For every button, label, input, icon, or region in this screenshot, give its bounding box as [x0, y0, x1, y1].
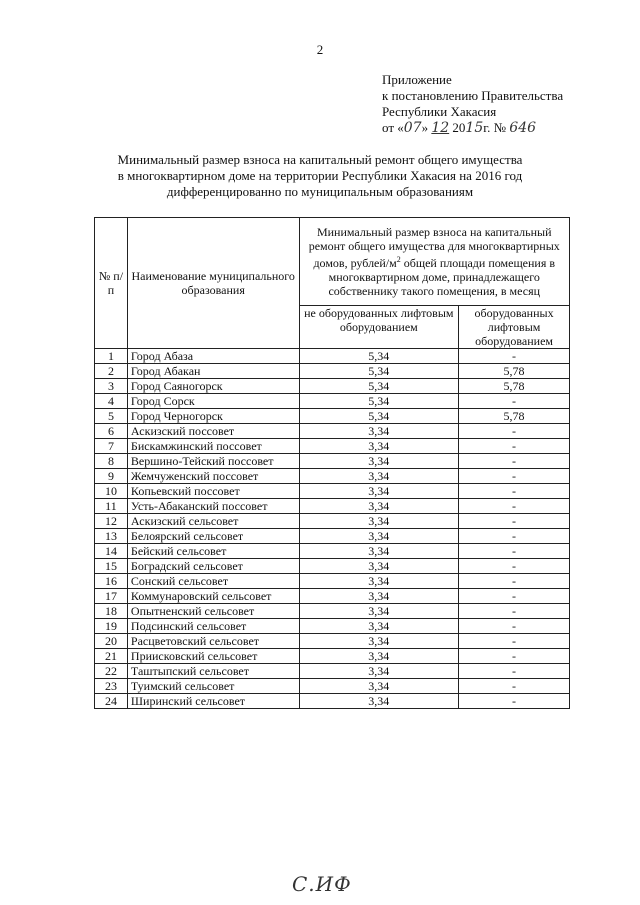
- row-name: Город Абаза: [127, 349, 299, 364]
- table-row: [95, 679, 570, 694]
- table-row: [95, 604, 570, 619]
- row-fee-with-lift: -: [459, 574, 570, 589]
- table-row: [95, 424, 570, 439]
- header-fee-part1: Минимальный размер взноса на капитальный ремонт общего имущества для многоквартирных домов, рублей/м: [308, 225, 560, 270]
- row-fee-with-lift: -: [459, 559, 570, 574]
- row-number: 9: [95, 469, 128, 484]
- table-row: [95, 454, 570, 469]
- table-row: [95, 529, 570, 544]
- row-number: 21: [95, 649, 128, 664]
- row-fee-without-lift: 5,34: [299, 409, 459, 424]
- row-number: 24: [95, 694, 128, 709]
- header-number: № п/п: [95, 218, 128, 349]
- row-name: Расцветовский сельсовет: [127, 634, 299, 649]
- document-title: [100, 152, 540, 200]
- row-name: Боградский сельсовет: [127, 559, 299, 574]
- row-name: Таштыпский сельсовет: [127, 664, 299, 679]
- row-fee-without-lift: 3,34: [299, 469, 459, 484]
- header-fee-sup: 2: [396, 255, 401, 264]
- table-row: [95, 664, 570, 679]
- row-number: 20: [95, 634, 128, 649]
- table-row: [95, 364, 570, 379]
- row-name: Сонский сельсовет: [127, 574, 299, 589]
- row-fee-with-lift: -: [459, 424, 570, 439]
- header-name: Наименование муниципального образования: [127, 218, 299, 349]
- row-name: Туимский сельсовет: [127, 679, 299, 694]
- row-fee-without-lift: 3,34: [299, 484, 459, 499]
- row-fee-without-lift: 3,34: [299, 574, 459, 589]
- title-line-3: дифференцированно по муниципальным образованиям: [166, 184, 474, 199]
- row-fee-with-lift: -: [459, 679, 570, 694]
- row-fee-with-lift: -: [459, 634, 570, 649]
- table-row: [95, 619, 570, 634]
- row-number: 6: [95, 424, 128, 439]
- table-row: [95, 499, 570, 514]
- row-fee-with-lift: -: [459, 544, 570, 559]
- table-row: [95, 574, 570, 589]
- row-number: 12: [95, 514, 128, 529]
- row-fee-without-lift: 3,34: [299, 619, 459, 634]
- row-name: Коммунаровский сельсовет: [127, 589, 299, 604]
- row-name: Подсинский сельсовет: [127, 619, 299, 634]
- row-name: Город Черногорск: [127, 409, 299, 424]
- row-fee-with-lift: -: [459, 604, 570, 619]
- table-row: [95, 514, 570, 529]
- row-name: Опытненский сельсовет: [127, 604, 299, 619]
- row-fee-without-lift: 5,34: [299, 394, 459, 409]
- date-year-tail: г.: [483, 120, 491, 135]
- row-name: Жемчуженский поссовет: [127, 469, 299, 484]
- row-number: 10: [95, 484, 128, 499]
- appendix-line-2: к постановлению Правительства: [382, 88, 564, 103]
- table-row: [95, 544, 570, 559]
- row-fee-without-lift: 3,34: [299, 544, 459, 559]
- row-number: 3: [95, 379, 128, 394]
- row-fee-without-lift: 3,34: [299, 589, 459, 604]
- row-name: Бискамжинский поссовет: [127, 439, 299, 454]
- row-number: 2: [95, 364, 128, 379]
- row-fee-with-lift: -: [459, 529, 570, 544]
- row-fee-with-lift: -: [459, 349, 570, 364]
- row-number: 13: [95, 529, 128, 544]
- appendix-block: [382, 72, 563, 136]
- row-fee-with-lift: -: [459, 514, 570, 529]
- appendix-line-3: Республики Хакасия: [382, 104, 497, 119]
- signature: С.ИФ: [292, 872, 352, 896]
- document-number: 646: [509, 120, 537, 136]
- date-prefix: от «: [382, 120, 404, 135]
- table-row: [95, 589, 570, 604]
- row-fee-with-lift: -: [459, 694, 570, 709]
- row-number: 5: [95, 409, 128, 424]
- table-row: [95, 349, 570, 364]
- number-label: №: [493, 120, 507, 135]
- table-row: [95, 409, 570, 424]
- row-fee-with-lift: -: [459, 439, 570, 454]
- header-fee: [299, 218, 570, 306]
- row-fee-without-lift: 3,34: [299, 559, 459, 574]
- row-number: 22: [95, 664, 128, 679]
- row-fee-without-lift: 3,34: [299, 664, 459, 679]
- date-year-suffix: 15: [465, 120, 484, 136]
- row-name: Вершино-Тейский поссовет: [127, 454, 299, 469]
- table-row: [95, 634, 570, 649]
- row-fee-with-lift: -: [459, 484, 570, 499]
- row-name: Бейский сельсовет: [127, 544, 299, 559]
- row-name: Приисковский сельсовет: [127, 649, 299, 664]
- row-fee-without-lift: 3,34: [299, 514, 459, 529]
- fees-table: [94, 217, 570, 709]
- row-fee-without-lift: 3,34: [299, 439, 459, 454]
- row-number: 7: [95, 439, 128, 454]
- row-name: Аскизский поссовет: [127, 424, 299, 439]
- table-row: [95, 379, 570, 394]
- row-fee-without-lift: 3,34: [299, 454, 459, 469]
- row-number: 4: [95, 394, 128, 409]
- header-with-lift: оборудованных лифтовым оборудованием: [459, 306, 570, 349]
- row-fee-without-lift: 3,34: [299, 634, 459, 649]
- row-number: 18: [95, 604, 128, 619]
- row-fee-with-lift: -: [459, 619, 570, 634]
- row-number: 1: [95, 349, 128, 364]
- row-fee-without-lift: 3,34: [299, 604, 459, 619]
- date-mid: »: [421, 120, 429, 135]
- row-fee-with-lift: -: [459, 454, 570, 469]
- table-row: [95, 484, 570, 499]
- row-name: Копьевский поссовет: [127, 484, 299, 499]
- row-name: Город Абакан: [127, 364, 299, 379]
- table-row: [95, 694, 570, 709]
- row-number: 8: [95, 454, 128, 469]
- header-without-lift: не оборудованных лифтовым оборудованием: [299, 306, 459, 349]
- row-number: 23: [95, 679, 128, 694]
- table-row: [95, 559, 570, 574]
- row-number: 11: [95, 499, 128, 514]
- row-fee-without-lift: 3,34: [299, 499, 459, 514]
- row-fee-with-lift: -: [459, 469, 570, 484]
- row-name: Белоярский сельсовет: [127, 529, 299, 544]
- row-fee-without-lift: 5,34: [299, 379, 459, 394]
- row-number: 19: [95, 619, 128, 634]
- row-name: Усть-Абаканский поссовет: [127, 499, 299, 514]
- row-fee-without-lift: 3,34: [299, 679, 459, 694]
- table-row: [95, 394, 570, 409]
- date-day: 07: [403, 120, 422, 136]
- title-line-2: в многоквартирном доме на территории Республики Хакасия на 2016 год: [117, 168, 523, 183]
- row-name: Аскизский сельсовет: [127, 514, 299, 529]
- row-number: 15: [95, 559, 128, 574]
- row-fee-with-lift: -: [459, 649, 570, 664]
- row-fee-without-lift: 3,34: [299, 694, 459, 709]
- table-row: [95, 439, 570, 454]
- row-fee-with-lift: 5,78: [459, 364, 570, 379]
- row-fee-without-lift: 3,34: [299, 529, 459, 544]
- table-row: [95, 469, 570, 484]
- row-fee-without-lift: 3,34: [299, 649, 459, 664]
- row-number: 16: [95, 574, 128, 589]
- row-fee-with-lift: 5,78: [459, 379, 570, 394]
- appendix-date-line: [382, 120, 563, 136]
- row-name: Ширинский сельсовет: [127, 694, 299, 709]
- row-number: 14: [95, 544, 128, 559]
- row-fee-without-lift: 5,34: [299, 349, 459, 364]
- row-fee-with-lift: -: [459, 664, 570, 679]
- title-line-1: Минимальный размер взноса на капитальный ремонт общего имущества: [117, 152, 523, 167]
- row-fee-with-lift: 5,78: [459, 409, 570, 424]
- row-fee-with-lift: -: [459, 499, 570, 514]
- row-number: 17: [95, 589, 128, 604]
- table-row: [95, 649, 570, 664]
- date-month: 12: [431, 120, 450, 136]
- row-name: Город Саяногорск: [127, 379, 299, 394]
- row-fee-without-lift: 3,34: [299, 424, 459, 439]
- header-fee-part2: общей площади помещения в многоквартирном доме, принадлежащего собственнику такого помещения, в месяц: [328, 256, 556, 298]
- row-name: Город Сорск: [127, 394, 299, 409]
- row-fee-with-lift: -: [459, 394, 570, 409]
- row-fee-without-lift: 5,34: [299, 364, 459, 379]
- page-number: 2: [316, 42, 324, 57]
- row-fee-with-lift: -: [459, 589, 570, 604]
- appendix-line-1: Приложение: [382, 72, 452, 87]
- date-year-prefix: 20: [452, 120, 466, 135]
